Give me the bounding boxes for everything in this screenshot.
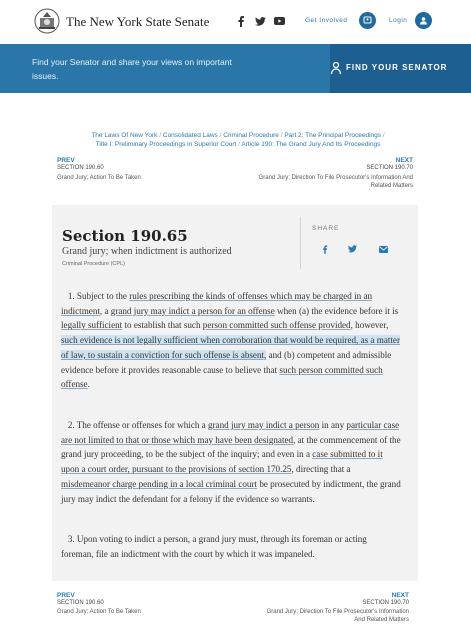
next-code: SECTION 190.70 (362, 599, 409, 606)
p1-text: when (a) the evidence before it is (274, 305, 399, 316)
breadcrumb-separator: / (159, 132, 163, 139)
prev-title: Grand Jury; Action To Be Taken (57, 609, 141, 615)
next-title: Grand Jury; Direction To File Prosecutor's Information And (258, 175, 413, 181)
banner-text: Find your Senator and share your views on important issues. (32, 57, 232, 81)
prev-section-link[interactable] (57, 157, 141, 183)
prev-code: SECTION 190.60 (57, 599, 104, 606)
login-link[interactable]: Login (389, 17, 408, 24)
breadcrumb-separator: / (219, 132, 224, 139)
breadcrumb-item[interactable]: Part 2: The Principal Proceedings (284, 132, 382, 139)
breadcrumb-item[interactable]: Criminal Procedure (223, 132, 279, 139)
p3-text: 3. Upon voting to indict a person, a grand jury must, through its foreman or acting foreman, file an indictment with the court by which it was impaneled. (61, 534, 367, 559)
p1-text: . (87, 379, 90, 390)
section-subtitle: Grand jury; when indictment is authorized (62, 246, 232, 257)
breadcrumb-item[interactable]: Article 190: The Grand Jury And Its Proceedings (241, 141, 381, 148)
person-icon[interactable] (415, 12, 432, 29)
p2-link-misdemeanor[interactable]: misdemeanor charge pending in a local criminal court (61, 478, 258, 489)
section-title: Section 190.65 (62, 227, 188, 245)
youtube-icon[interactable] (272, 14, 286, 28)
facebook-share-icon[interactable] (320, 244, 330, 254)
p1-text: , a (99, 305, 111, 316)
next-code: SECTION 190.70 (366, 164, 413, 171)
people-icon[interactable] (359, 12, 376, 29)
next-title-cont: And Related Matters (354, 616, 409, 623)
get-involved-link[interactable]: Get Involved (305, 17, 348, 24)
breadcrumb-separator: / (238, 141, 242, 148)
prev-code: SECTION 190.60 (57, 164, 104, 171)
p1-highlighted-link[interactable]: such evidence is not legally sufficient when corroboration that would be required, as a matter of law, to sustain a conviction for such offense is absent, (61, 335, 400, 360)
breadcrumb-separator: / (280, 132, 285, 139)
p1-link-person-committed[interactable]: person committed such offense provided (202, 320, 351, 331)
p1-text: 1. Subject to the (67, 291, 130, 301)
law-paragraph-2 (61, 418, 401, 506)
breadcrumb-separator: / (382, 132, 385, 139)
p1-text: to establish that such (122, 320, 203, 331)
email-share-icon[interactable] (378, 244, 388, 254)
p2-text: 2. The offense or offenses for which a (67, 420, 208, 430)
prev-title: Grand Jury; Action To Be Taken (57, 175, 141, 181)
breadcrumb-item[interactable]: Title I: Preliminary Proceedings in Superior Court (95, 141, 237, 148)
section-category: Criminal Procedure (CPL) (62, 261, 125, 267)
law-paragraph-3 (61, 532, 401, 561)
p1-link-indict[interactable]: grand jury may indict a person for an offense (110, 305, 275, 316)
p2-link-particular-case[interactable]: particular case are not limited to that or those which may have been designated (61, 420, 400, 445)
p2-text: be prosecuted by indictment, the grand jury may indict the defendant for a felony if the evidence so warrants. (61, 478, 401, 504)
find-senator-banner (0, 44, 471, 93)
p2-text: , at the commencement of the grand jury proceeding, to be the subject of the inquiry; and even in a (61, 434, 401, 460)
p2-text: in any (319, 420, 347, 430)
p2-text: , directing that a (291, 464, 351, 475)
next-section-link-bottom[interactable] (200, 592, 409, 624)
facebook-icon[interactable] (234, 14, 248, 28)
p2-link-grand-jury[interactable]: grand jury may indict a person (207, 420, 320, 430)
p1-text: , however, (350, 320, 389, 331)
p1-link-legally-sufficient[interactable]: legally sufficient (61, 320, 123, 331)
prev-label: PREV (57, 157, 75, 164)
state-seal-icon[interactable] (34, 8, 60, 34)
breadcrumb-item[interactable]: The Laws Of New York (91, 132, 158, 139)
p1-text: and (b) competent and admissible evidence before it provides reasonable cause to believe that (61, 349, 392, 375)
twitter-share-icon[interactable] (347, 244, 357, 254)
breadcrumb (52, 131, 424, 149)
find-your-senator-button[interactable]: FIND YOUR SENATOR (346, 63, 448, 72)
next-label: NEXT (395, 157, 413, 164)
p1-link-such-person[interactable]: such person committed such offense (61, 364, 383, 390)
prev-label: PREV (57, 592, 75, 599)
next-title-cont: Related Matters (370, 182, 413, 189)
next-title: Grand Jury; Direction To File Prosecutor's Information (266, 609, 409, 615)
prev-section-link-bottom[interactable] (57, 592, 141, 617)
site-title[interactable]: The New York State Senate (66, 14, 210, 29)
law-paragraph-1 (61, 289, 401, 392)
breadcrumb-item[interactable]: Consolidated Laws (162, 132, 218, 139)
people-search-icon[interactable] (330, 61, 342, 75)
p2-link-court-order[interactable]: case submitted to it upon a court order, pursuant to the provisions of section 170.25 (61, 449, 383, 475)
share-label: SHARE (312, 225, 340, 232)
next-section-link[interactable] (200, 157, 413, 190)
p1-link-rules[interactable]: rules prescribing the kinds of offenses which may be charged in an indictment (61, 291, 373, 316)
twitter-icon[interactable] (253, 14, 267, 28)
next-label: NEXT (391, 592, 409, 599)
site-header (0, 0, 471, 44)
section-card (52, 205, 418, 581)
banner-message-panel (0, 44, 330, 93)
share-divider (300, 217, 301, 269)
